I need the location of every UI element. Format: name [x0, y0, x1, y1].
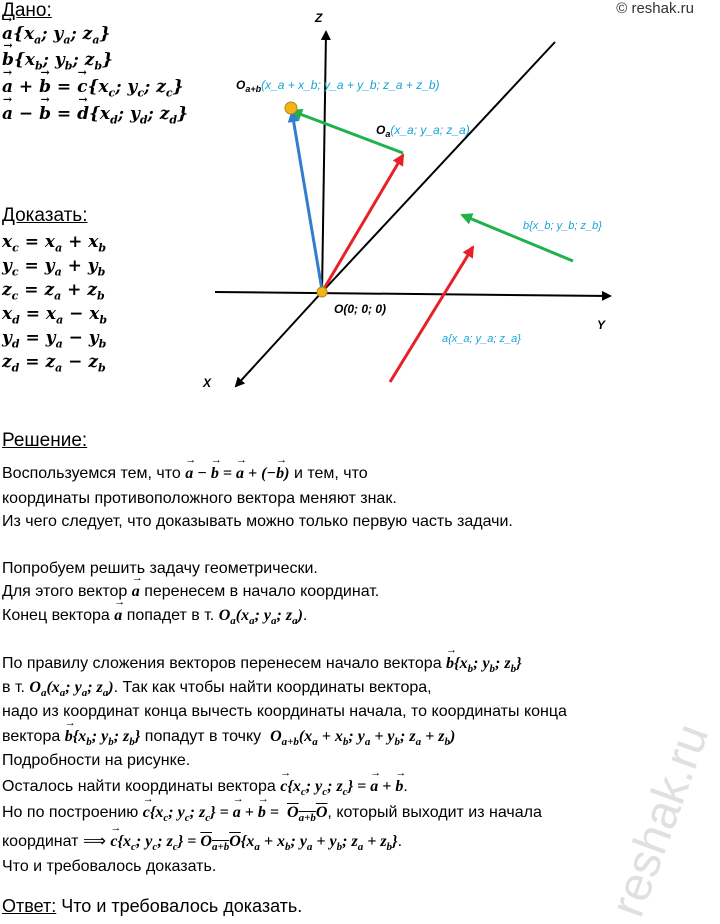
solution-line-11: надо из координат конца вычесть координаты начала, то координаты конца [2, 703, 567, 720]
vector-sum-blue [292, 112, 322, 290]
free-vector-a [390, 247, 473, 382]
oa-label: $O_a(x\_a$; y_a; z_a) [376, 123, 470, 139]
solution-heading: Решение: [2, 430, 88, 451]
faint-watermark: reshak.ru [600, 717, 720, 924]
given-line-a: → $a\{x_a$; $y_a$; $z_a$} [2, 24, 110, 46]
solution-line-7: Конец вектора → a попадет в т. $O_a(x_a$; $y_a$; $z_a$). [2, 607, 307, 627]
solution-line-14: Осталось найти координаты вектора → $c\{x_c$; $y_c$; $z_c$} = → a + → b. [2, 778, 408, 798]
solution-line-10: в т. $O_a(x_a$; $y_a$; $z_a$). Так как чтобы найти координаты вектора, [2, 679, 432, 700]
vector-figure [0, 0, 700, 400]
answer-text: Что и требовалось доказать. [56, 896, 303, 916]
answer-heading: Ответ: [2, 896, 57, 916]
solution-line-12: вектора → $b\{x_b$; $y_b$; $z_b$} попадут в точку $O_{a+b}(x_a + x_b$; $y_a + y_b$; $z_a + z_b$) [2, 728, 455, 748]
given-line-sum: → a + → b = → $c\{x_c$; $y_c$; $z_c$} [2, 77, 184, 99]
origin-label: O(0; 0; 0) [334, 302, 387, 316]
prove-yc: $y_c = y_a + y_b$ [2, 256, 106, 279]
y-axis [215, 292, 610, 296]
watermark-text: © reshak.ru [616, 0, 694, 17]
axis-z-label: Z [315, 11, 323, 25]
solution-line-3: Из чего следует, что доказывать можно только первую часть задачи. [2, 513, 513, 530]
prove-xd: $x_d = x_a - x_b$ [2, 304, 108, 327]
vec-a-label: a{x_a; y_a; z_a} [442, 333, 521, 345]
prove-heading: Доказать: [2, 205, 88, 226]
prove-yd: $y_d = y_a - y_b$ [2, 328, 107, 351]
axis-x-label: X [203, 376, 212, 390]
solution-line-5: Попробуем решить задачу геометрически. [2, 560, 318, 577]
solution-line-17: Что и требовалось доказать. [2, 858, 217, 875]
vector-a-from-origin [322, 155, 403, 292]
solution-line-1: Воспользуемся тем, что → a − → b = → a + (−→ b) и тем, что [2, 465, 368, 483]
prove-zc: $z_c = z_a + z_b$ [2, 280, 105, 303]
vec-b-label: b{x_b; y_b; z_b} [523, 220, 602, 232]
z-axis [322, 32, 326, 293]
solution-line-2: координаты противоположного вектора меняют знак. [2, 490, 397, 507]
prove-xc: $x_c = x_a + x_b$ [2, 232, 107, 255]
solution-body [2, 465, 698, 885]
given-line-b: → $b\{x_b$; $y_b$; $z_b$} [2, 50, 113, 72]
oab-label: $O_{a+b}(x\_a$ + x_b; y_a + y_b; z_a + z_b) [236, 78, 440, 94]
given-line-diff: → a − → b = → $d\{x_d$; $y_d$; $z_d$} [2, 104, 188, 126]
solution-line-15: Но по построению → $c\{x_c$; $y_c$; $z_c$} = → a + → $b = O_{a+b}O$, который выходит из начала [2, 804, 542, 824]
solution-line-16: координат ⟹ → $c\{x_c$; $y_c$; $z_c\} = O_{a+b}O\{x_a + x_b$; $y_a + y_b$; $z_a + z_b$}. [2, 831, 402, 853]
solution-line-13: Подробности на рисунке. [2, 752, 191, 769]
solution-line-6: Для этого вектор → a перенесем в начало координат. [2, 583, 379, 601]
axis-y-label: Y [597, 318, 606, 332]
prove-zd: $z_d = z_a - z_b$ [2, 352, 106, 375]
given-heading: Дано: [2, 0, 52, 21]
solution-line-9: По правилу сложения векторов перенесем начало вектора → $b\{x_b$; $y_b$; $z_b$} [2, 655, 522, 675]
x-axis [236, 292, 322, 386]
point-o-a-b [285, 102, 297, 114]
answer-line [2, 896, 302, 917]
point-origin [317, 287, 327, 297]
